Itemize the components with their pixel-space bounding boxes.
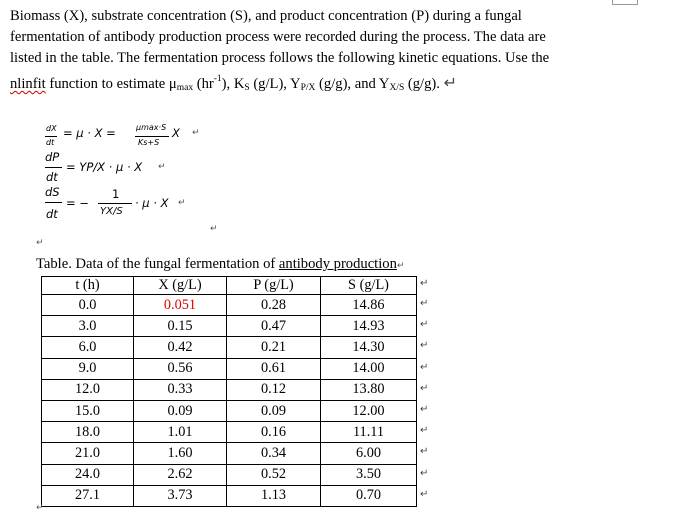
- return-mark: ↵: [36, 238, 44, 248]
- table-cell: 1.01: [134, 422, 227, 443]
- paragraph-line-4: nlinfit function to estimate $\mu_{max}$ $(hr^{-1})$, $K_S$ (g/L), $Y_{P/X}$ (g/g), and $Y_{X/S}$ (g/g). ↵: [10, 73, 457, 93]
- table-cell: 0.56: [134, 358, 227, 379]
- nlinfit-keyword: nlinfit: [10, 76, 46, 92]
- table-cell: 0.12: [227, 379, 321, 400]
- table-cell: 0.52: [227, 464, 321, 485]
- table-row: [42, 337, 417, 358]
- table-cell: 0.09: [134, 400, 227, 421]
- table-cell: 12.00: [321, 400, 417, 421]
- table-row: [42, 443, 417, 464]
- eq1-mid: = μ · X =: [63, 126, 116, 140]
- return-mark: ↵: [36, 503, 44, 513]
- row-end-mark: ↵: [420, 488, 429, 500]
- row-end-mark: ↵: [420, 361, 429, 373]
- row-end-mark: ↵: [420, 382, 429, 394]
- table-cell: 0.16: [227, 422, 321, 443]
- table-header-cell: S (g/L): [321, 277, 417, 295]
- eq3-frac-num: 1: [112, 187, 120, 201]
- table-cell: 0.28: [227, 295, 321, 316]
- table-cell: 2.62: [134, 464, 227, 485]
- return-mark: ↵: [158, 162, 166, 172]
- eq1-rhs-den: Ks+S: [138, 138, 160, 147]
- table-cell: 14.00: [321, 358, 417, 379]
- table-cell: 1.13: [227, 485, 321, 506]
- table-cell: 0.42: [134, 337, 227, 358]
- eq3-lhs-num: dS: [45, 185, 60, 199]
- table-cell: 18.0: [42, 422, 134, 443]
- table-cell: 0.0: [42, 295, 134, 316]
- row-end-mark: ↵: [420, 467, 429, 479]
- eq1-tail: X: [172, 126, 180, 140]
- row-end-mark: ↵: [420, 340, 429, 352]
- table-cell: 1.60: [134, 443, 227, 464]
- return-mark: ↵: [396, 261, 405, 271]
- eq3-lhs-den: dt: [46, 207, 58, 221]
- row-end-mark: ↵: [420, 319, 429, 331]
- return-mark: ↵: [192, 128, 200, 138]
- table-cell: 24.0: [42, 464, 134, 485]
- table-cell: 0.70: [321, 485, 417, 506]
- return-mark: ↵: [178, 198, 186, 208]
- eq1-rhs-num: μmax·S: [136, 123, 167, 132]
- return-mark: ↵: [210, 224, 218, 234]
- table-row: [42, 316, 417, 337]
- eq3-lhs-line: [45, 202, 62, 203]
- table-cell: 0.09: [227, 400, 321, 421]
- table-cell: 14.30: [321, 337, 417, 358]
- table-cell: 14.93: [321, 316, 417, 337]
- table-cell: 14.86: [321, 295, 417, 316]
- row-end-mark: ↵: [420, 404, 429, 415]
- eq1-rhs-line: [135, 136, 169, 137]
- problem-paragraph: [10, 6, 620, 99]
- table-cell: 3.50: [321, 464, 417, 485]
- eq1-lhs-num: dX: [46, 124, 57, 133]
- eq3-rhs: · μ · X: [135, 196, 169, 210]
- table-row: [42, 464, 417, 485]
- table-row: [42, 400, 417, 421]
- row-end-mark: ↵: [420, 425, 429, 437]
- table-body: [42, 277, 417, 507]
- table-cell: 3.73: [134, 485, 227, 506]
- equation-3: [38, 185, 238, 227]
- page-corner-marker: [612, 0, 638, 5]
- row-end-mark: ↵: [420, 298, 429, 309]
- table-row: [42, 358, 417, 379]
- table-cell: 11.11: [321, 422, 417, 443]
- table-cell: 0.34: [227, 443, 321, 464]
- table-cell: 0.15: [134, 316, 227, 337]
- table-cell: 9.0: [42, 358, 134, 379]
- table-cell: 3.0: [42, 316, 134, 337]
- table-row: [42, 422, 417, 443]
- row-end-mark: ↵: [420, 446, 429, 458]
- table-cell: 27.1: [42, 485, 134, 506]
- table-row: [42, 379, 417, 400]
- table-cell: 0.33: [134, 379, 227, 400]
- eq2-lhs-line: [45, 167, 62, 168]
- eq2-lhs-den: dt: [46, 170, 58, 184]
- eq2-rhs: = YP/X · μ · X: [66, 160, 143, 174]
- table-cell: 6.0: [42, 337, 134, 358]
- table-cell: 6.00: [321, 443, 417, 464]
- paragraph-line-1: Biomass (X), substrate concentration (S), and product concentration (P) during a fungal: [10, 8, 522, 24]
- table-cell: 0.051: [134, 295, 227, 316]
- table-header-cell: P (g/L): [227, 277, 321, 295]
- table-header-cell: t (h): [42, 277, 134, 295]
- eq1-lhs-den: dt: [46, 138, 55, 147]
- paragraph-line-3: listed in the table. The fermentation process follows the following kinetic equations. Use the: [10, 50, 550, 66]
- data-table: [41, 276, 417, 507]
- table-cell: 0.61: [227, 358, 321, 379]
- eq2-lhs-num: dP: [45, 150, 60, 164]
- eq1-lhs-line: [45, 136, 57, 137]
- table-caption: Table. Data of the fungal fermentation of antibody production↵: [36, 256, 405, 272]
- table-header-row: [42, 277, 417, 295]
- paragraph-line-2: fermentation of antibody production process were recorded during the process. The data are: [10, 29, 546, 45]
- eq3-eq: = −: [66, 196, 89, 210]
- eq3-frac-line: [98, 203, 132, 204]
- table-cell: 15.0: [42, 400, 134, 421]
- table-cell: 21.0: [42, 443, 134, 464]
- table-row: [42, 485, 417, 506]
- eq3-frac-den: YX/S: [100, 206, 123, 217]
- table-row: [42, 295, 417, 316]
- equation-1: [38, 122, 238, 152]
- return-mark: ↵: [443, 73, 457, 92]
- row-end-mark: ↵: [420, 278, 429, 289]
- table-cell: 0.21: [227, 337, 321, 358]
- table-cell: 13.80: [321, 379, 417, 400]
- table-cell: 12.0: [42, 379, 134, 400]
- table-cell: 0.47: [227, 316, 321, 337]
- equation-2: [38, 150, 238, 186]
- table-header-cell: X (g/L): [134, 277, 227, 295]
